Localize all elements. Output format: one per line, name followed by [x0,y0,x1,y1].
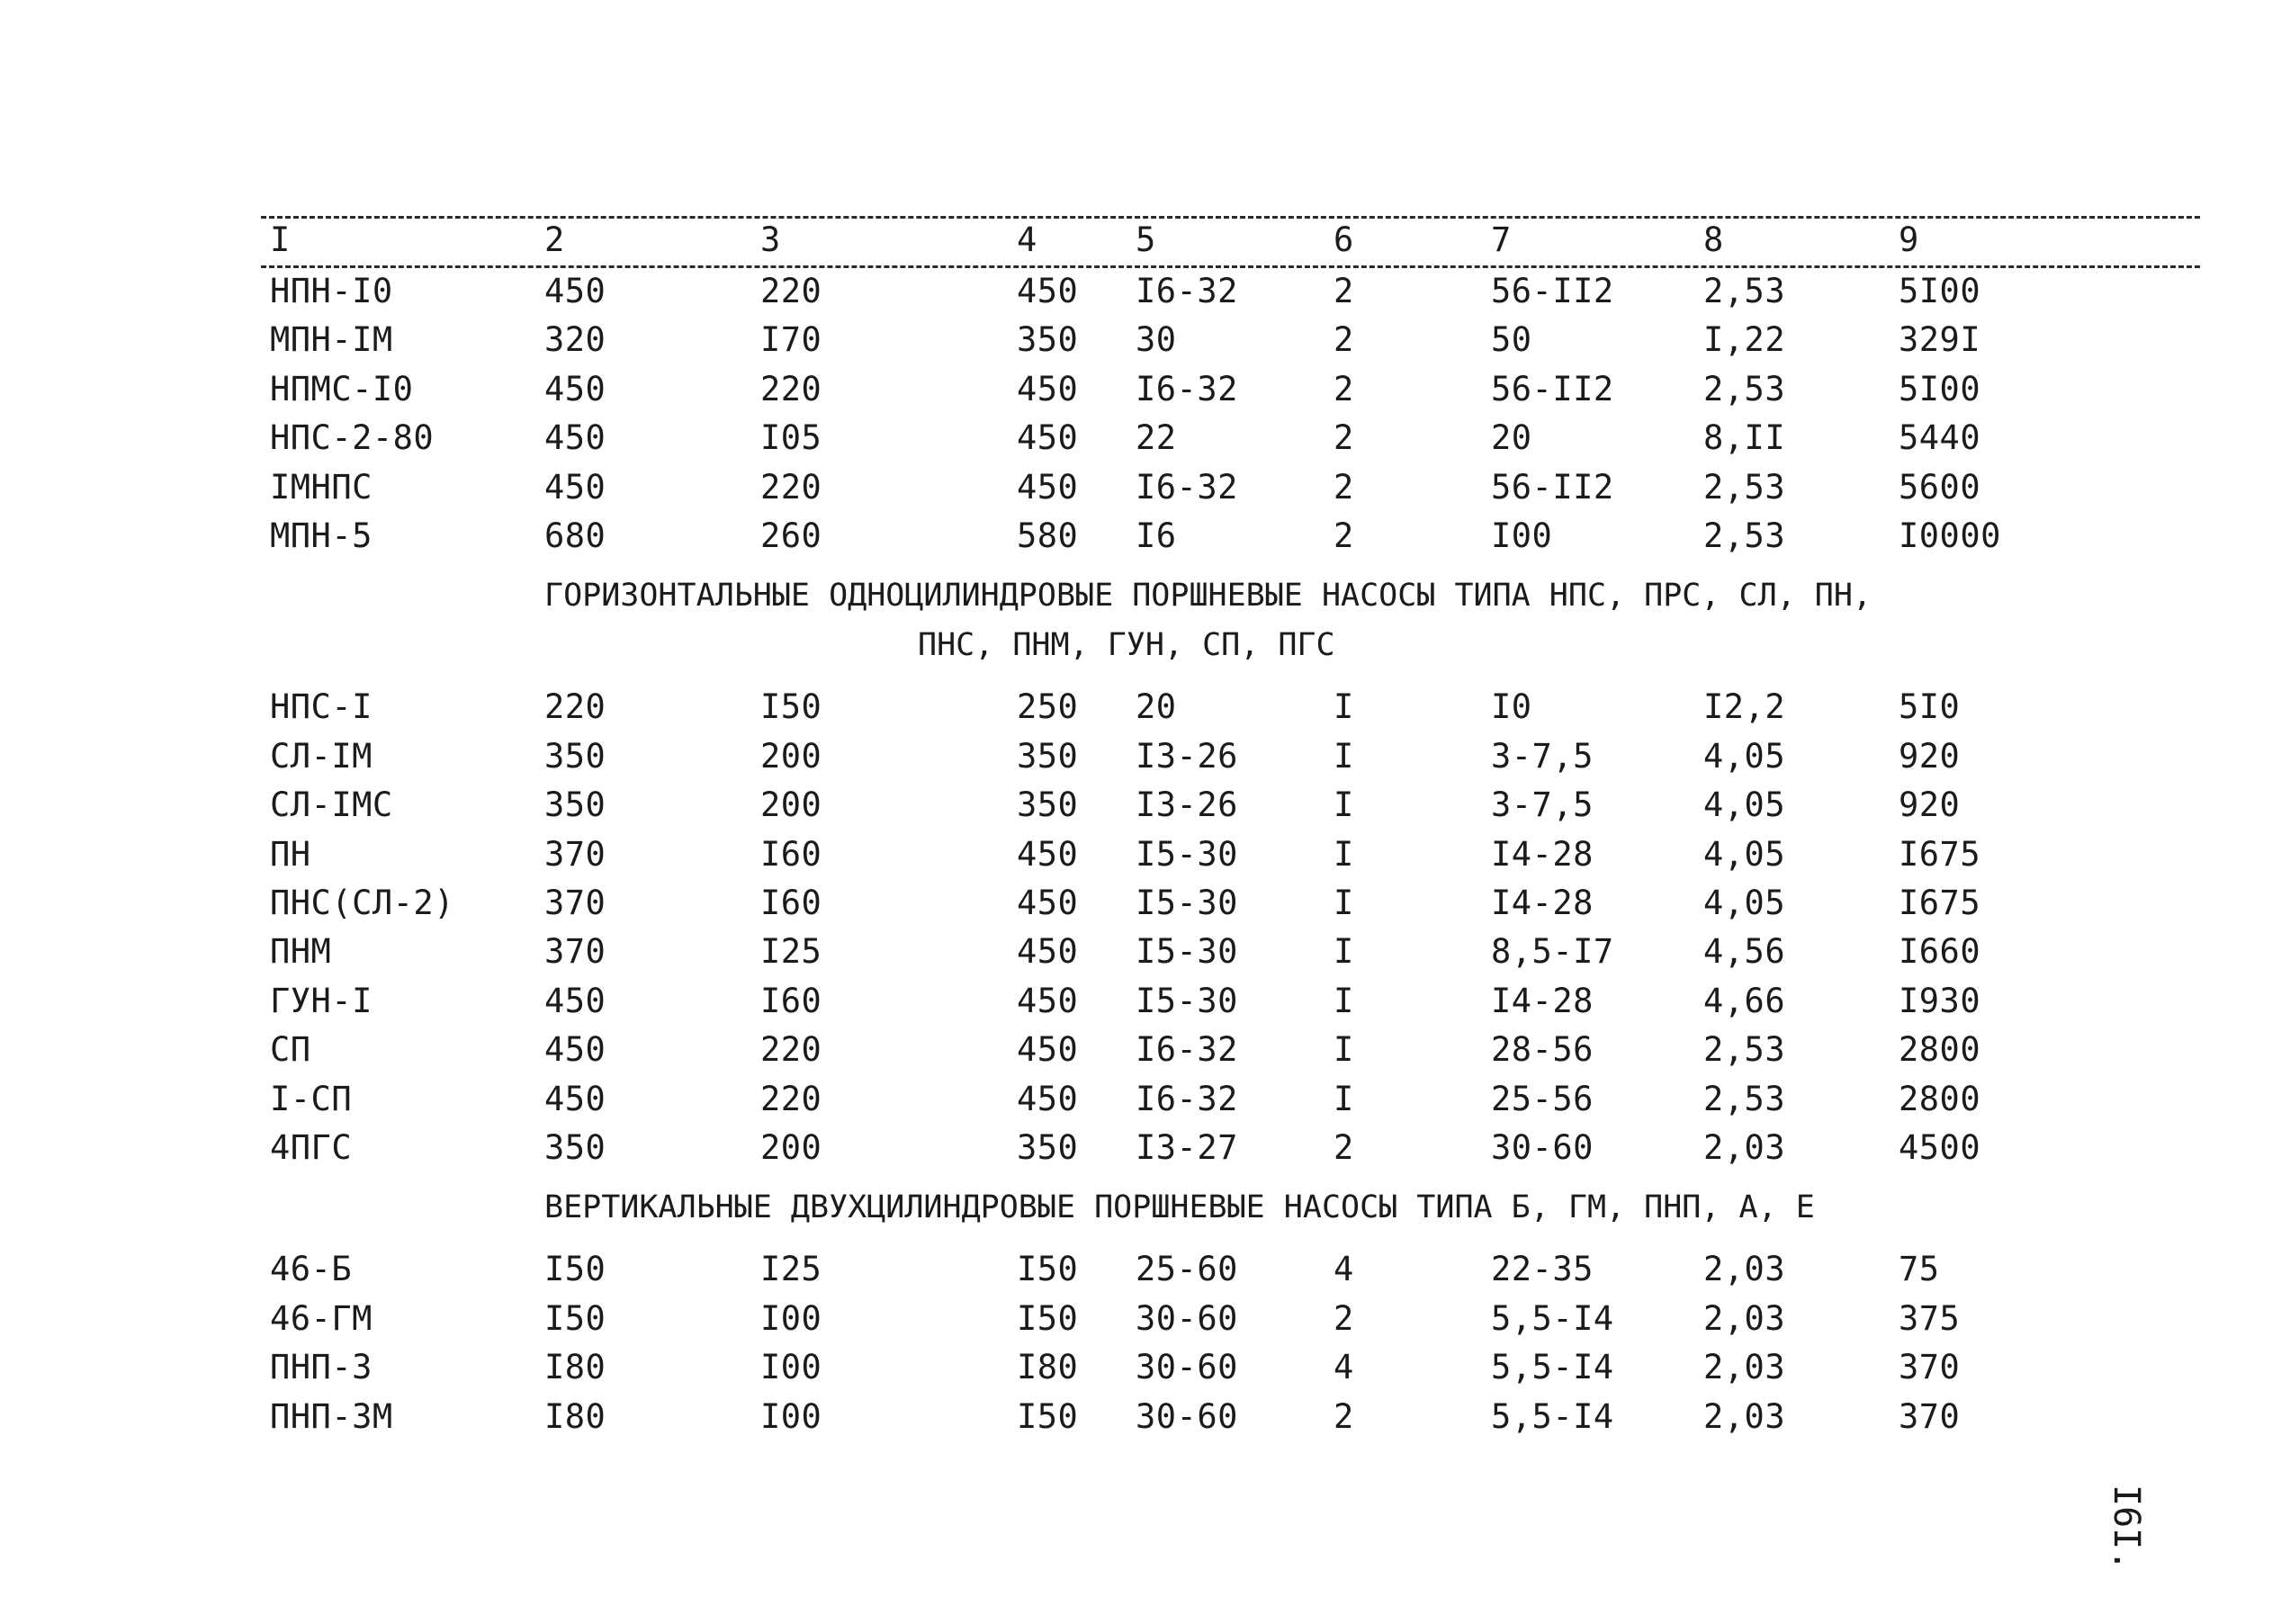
table-cell-col-5: 25-60 [1136,1250,1238,1289]
table-cell-col-1: ПН [270,834,311,874]
table-cell-col-1: НПС-2-80 [270,418,435,458]
table-cell-col-1: I-СП [270,1079,353,1118]
table-cell-col-1: ПНС(СЛ-2) [270,884,454,922]
table-cell-col-1: МПН-5 [270,516,373,555]
table-cell-col-5: 20 [1136,687,1177,727]
table-cell-col-4: 450 [1017,932,1079,972]
table-cell-col-6: I [1334,736,1354,776]
table-cell-col-5: I3-26 [1136,785,1238,825]
header-bottom-rule [261,265,2200,268]
table-cell-col-6: I [1334,884,1354,922]
table-cell-col-2: I50 [544,1250,606,1289]
table-cell-col-3: I00 [760,1298,822,1338]
table-cell-col-8: 2,53 [1703,516,1786,555]
table-cell-col-2: 370 [544,834,606,874]
column-header-5: 5 [1136,220,1156,259]
table-cell-col-9: 920 [1899,785,1961,825]
table-cell-col-9: I675 [1899,884,1981,922]
page-number: I6I. [2106,1485,2147,1572]
table-cell-col-1: НПС-I [270,687,373,727]
table-cell-col-4: 350 [1017,785,1079,825]
column-header-7: 7 [1491,220,1512,259]
table-cell-col-7: 5,5-I4 [1491,1348,1614,1387]
table-cell-col-6: 2 [1334,516,1354,555]
table-cell-col-9: I660 [1899,932,1981,972]
table-cell-col-4: 450 [1017,981,1079,1020]
table-cell-col-6: 2 [1334,272,1354,310]
table-cell-col-5: I5-30 [1136,981,1238,1020]
table-cell-col-9: 2800 [1899,1079,1981,1118]
table-cell-col-3: I60 [760,981,822,1020]
table-cell-col-3: 220 [760,1030,822,1070]
column-header-4: 4 [1017,220,1037,259]
table-cell-col-2: 450 [544,467,606,507]
table-cell-col-6: 4 [1334,1250,1354,1289]
table-cell-col-6: I [1334,687,1354,727]
table-cell-col-6: 2 [1334,320,1354,360]
table-cell-col-9: 370 [1899,1396,1961,1436]
table-cell-col-2: 450 [544,981,606,1020]
table-cell-col-7: 50 [1491,320,1532,360]
table-cell-col-7: 28-56 [1491,1030,1594,1070]
table-cell-col-4: I50 [1017,1250,1079,1289]
table-cell-col-8: 2,53 [1703,272,1786,310]
table-cell-col-2: 450 [544,418,606,458]
table-cell-col-4: 450 [1017,1079,1079,1118]
table-cell-col-4: 450 [1017,1030,1079,1070]
table-cell-col-7: I4-28 [1491,884,1594,922]
table-cell-col-9: 5440 [1899,418,1981,458]
table-cell-col-5: I5-30 [1136,884,1238,922]
table-cell-col-8: 4,05 [1703,834,1786,874]
table-cell-col-1: 46-ГМ [270,1298,373,1338]
table-cell-col-7: I0 [1491,687,1532,727]
table-cell-col-5: 30-60 [1136,1298,1238,1338]
table-cell-col-9: 5I00 [1899,369,1981,408]
table-cell-col-6: I [1334,785,1354,825]
table-cell-col-4: 450 [1017,418,1079,458]
table-cell-col-8: 2,53 [1703,467,1786,507]
table-cell-col-8: 8,II [1703,418,1786,458]
table-cell-col-8: 4,05 [1703,736,1786,776]
table-cell-col-4: 450 [1017,467,1079,507]
table-cell-col-3: I00 [760,1348,822,1387]
table-cell-col-7: 56-II2 [1491,272,1614,310]
table-cell-col-6: I [1334,1030,1354,1070]
table-cell-col-9: 5I0 [1899,687,1961,727]
table-cell-col-1: МПН-IМ [270,320,393,360]
table-cell-col-1: НПМС-I0 [270,369,414,408]
table-cell-col-8: 2,03 [1703,1298,1786,1338]
table-cell-col-1: ПНМ [270,932,332,972]
table-cell-col-2: I50 [544,1298,606,1338]
table-cell-col-1: ГУН-I [270,981,373,1020]
column-header-8: 8 [1703,220,1724,259]
column-header-2: 2 [544,220,565,259]
table-cell-col-3: 200 [760,736,822,776]
table-cell-col-7: 3-7,5 [1491,736,1594,776]
table-cell-col-4: I80 [1017,1348,1079,1387]
table-cell-col-2: 450 [544,1079,606,1118]
table-cell-col-9: I0000 [1899,516,2001,555]
table-cell-col-6: 2 [1334,1396,1354,1436]
table-cell-col-7: 22-35 [1491,1250,1594,1289]
table-cell-col-2: 320 [544,320,606,360]
table-cell-col-2: 450 [544,369,606,408]
table-cell-col-3: I00 [760,1396,822,1436]
table-cell-col-9: 329I [1899,320,1981,360]
table-cell-col-5: I3-27 [1136,1128,1238,1167]
table-cell-col-1: 4ПГС [270,1128,353,1167]
table-cell-col-4: 350 [1017,320,1079,360]
table-cell-col-5: I6-32 [1136,467,1238,507]
table-cell-col-9: I930 [1899,981,1981,1020]
column-header-1: I [270,220,291,259]
table-cell-col-8: I,22 [1703,320,1786,360]
table-cell-col-3: 200 [760,1128,822,1167]
table-cell-col-3: 220 [760,1079,822,1118]
table-cell-col-6: I [1334,1079,1354,1118]
table-cell-col-8: 2,53 [1703,1079,1786,1118]
table-cell-col-6: 4 [1334,1348,1354,1387]
table-cell-col-5: I6-32 [1136,369,1238,408]
table-cell-col-5: 22 [1136,418,1177,458]
table-cell-col-9: 375 [1899,1298,1961,1338]
table-cell-col-3: I60 [760,884,822,922]
table-cell-col-6: 2 [1334,418,1354,458]
table-cell-col-3: I05 [760,418,822,458]
table-cell-col-4: 350 [1017,736,1079,776]
table-cell-col-2: 370 [544,884,606,922]
table-cell-col-6: I [1334,834,1354,874]
table-cell-col-2: 680 [544,516,606,555]
section-heading: ВЕРТИКАЛЬНЫЕ ДВУХЦИЛИНДРОВЫЕ ПОРШНЕВЫЕ НАСОСЫ ТИПА Б, ГМ, ПНП, А, Е [544,1189,1815,1226]
table-cell-col-1: НПН-I0 [270,272,393,310]
table-cell-col-3: 200 [760,785,822,825]
table-cell-col-4: 450 [1017,884,1079,922]
header-top-rule [261,216,2200,219]
table-cell-col-1: ПНП-3М [270,1396,393,1436]
table-cell-col-6: I [1334,932,1354,972]
table-cell-col-8: 2,03 [1703,1396,1786,1436]
table-cell-col-9: I675 [1899,834,1981,874]
section-heading: ГОРИЗОНТАЛЬНЫЕ ОДНОЦИЛИНДРОВЫЕ ПОРШНЕВЫЕ НАСОСЫ ТИПА НПС, ПРС, СЛ, ПН, [544,578,1872,615]
table-cell-col-4: 580 [1017,516,1079,555]
table-cell-col-1: СЛ-IМ [270,736,373,776]
table-cell-col-5: 30-60 [1136,1348,1238,1387]
table-cell-col-8: 4,05 [1703,785,1786,825]
table-cell-col-4: 350 [1017,1128,1079,1167]
table-cell-col-9: 370 [1899,1348,1961,1387]
table-cell-col-4: I50 [1017,1396,1079,1436]
table-cell-col-2: I80 [544,1396,606,1436]
table-cell-col-4: I50 [1017,1298,1079,1338]
table-cell-col-7: 5,5-I4 [1491,1396,1614,1436]
table-cell-col-9: 5I00 [1899,272,1981,310]
table-cell-col-7: 20 [1491,418,1532,458]
table-cell-col-7: 5,5-I4 [1491,1298,1614,1338]
table-cell-col-3: I25 [760,932,822,972]
table-cell-col-5: I5-30 [1136,834,1238,874]
column-header-6: 6 [1334,220,1354,259]
table-cell-col-2: 350 [544,1128,606,1167]
table-cell-col-6: 2 [1334,369,1354,408]
table-cell-col-9: 4500 [1899,1128,1981,1167]
table-cell-col-2: I80 [544,1348,606,1387]
table-cell-col-8: 2,03 [1703,1128,1786,1167]
table-cell-col-3: 220 [760,272,822,310]
table-cell-col-8: I2,2 [1703,687,1786,727]
table-cell-col-3: I50 [760,687,822,727]
table-cell-col-5: I6-32 [1136,1030,1238,1070]
table-cell-col-7: 25-56 [1491,1079,1594,1118]
table-cell-col-8: 2,53 [1703,1030,1786,1070]
table-cell-col-2: 450 [544,1030,606,1070]
table-cell-col-1: ПНП-3 [270,1348,373,1387]
table-cell-col-5: I6-32 [1136,1079,1238,1118]
table-cell-col-5: I6-32 [1136,272,1238,310]
table-cell-col-3: 260 [760,516,822,555]
table-cell-col-5: I5-30 [1136,932,1238,972]
table-cell-col-7: I00 [1491,516,1553,555]
table-cell-col-1: IМНПС [270,467,373,507]
table-cell-col-4: 450 [1017,834,1079,874]
table-cell-col-7: I4-28 [1491,981,1594,1020]
column-header-9: 9 [1899,220,1919,259]
table-cell-col-8: 2,03 [1703,1250,1786,1289]
table-cell-col-7: I4-28 [1491,834,1594,874]
table-cell-col-2: 350 [544,785,606,825]
table-cell-col-8: 2,53 [1703,369,1786,408]
table-cell-col-9: 920 [1899,736,1961,776]
table-cell-col-7: 56-II2 [1491,467,1614,507]
table-cell-col-2: 370 [544,932,606,972]
column-header-3: 3 [760,220,781,259]
table-cell-col-3: I70 [760,320,822,360]
table-cell-col-7: 3-7,5 [1491,785,1594,825]
table-cell-col-1: 46-Б [270,1250,353,1289]
table-cell-col-6: 2 [1334,467,1354,507]
table-cell-col-5: I6 [1136,516,1177,555]
table-cell-col-7: 56-II2 [1491,369,1614,408]
table-cell-col-2: 350 [544,736,606,776]
table-cell-col-4: 250 [1017,687,1079,727]
table-cell-col-6: I [1334,981,1354,1020]
section-heading: ПНС, ПНМ, ГУН, СП, ПГС [918,627,1335,664]
table-cell-col-2: 450 [544,272,606,310]
table-cell-col-3: 220 [760,369,822,408]
table-cell-col-9: 75 [1899,1250,1940,1289]
table-cell-col-5: 30 [1136,320,1177,360]
table-cell-col-3: I25 [760,1250,822,1289]
table-cell-col-1: СП [270,1030,311,1070]
table-cell-col-3: 220 [760,467,822,507]
table-cell-col-7: 30-60 [1491,1128,1594,1167]
table-cell-col-8: 4,66 [1703,981,1786,1020]
table-cell-col-8: 2,03 [1703,1348,1786,1387]
table-cell-col-3: I60 [760,834,822,874]
table-cell-col-5: 30-60 [1136,1396,1238,1436]
table-cell-col-1: СЛ-IМС [270,785,393,825]
table-cell-col-7: 8,5-I7 [1491,932,1614,972]
table-cell-col-9: 5600 [1899,467,1981,507]
table-cell-col-8: 4,56 [1703,932,1786,972]
table-cell-col-8: 4,05 [1703,884,1786,922]
table-cell-col-2: 220 [544,687,606,727]
table-cell-col-9: 2800 [1899,1030,1981,1070]
table-cell-col-6: 2 [1334,1298,1354,1338]
table-cell-col-4: 450 [1017,272,1079,310]
table-cell-col-6: 2 [1334,1128,1354,1167]
table-cell-col-5: I3-26 [1136,736,1238,776]
table-cell-col-4: 450 [1017,369,1079,408]
